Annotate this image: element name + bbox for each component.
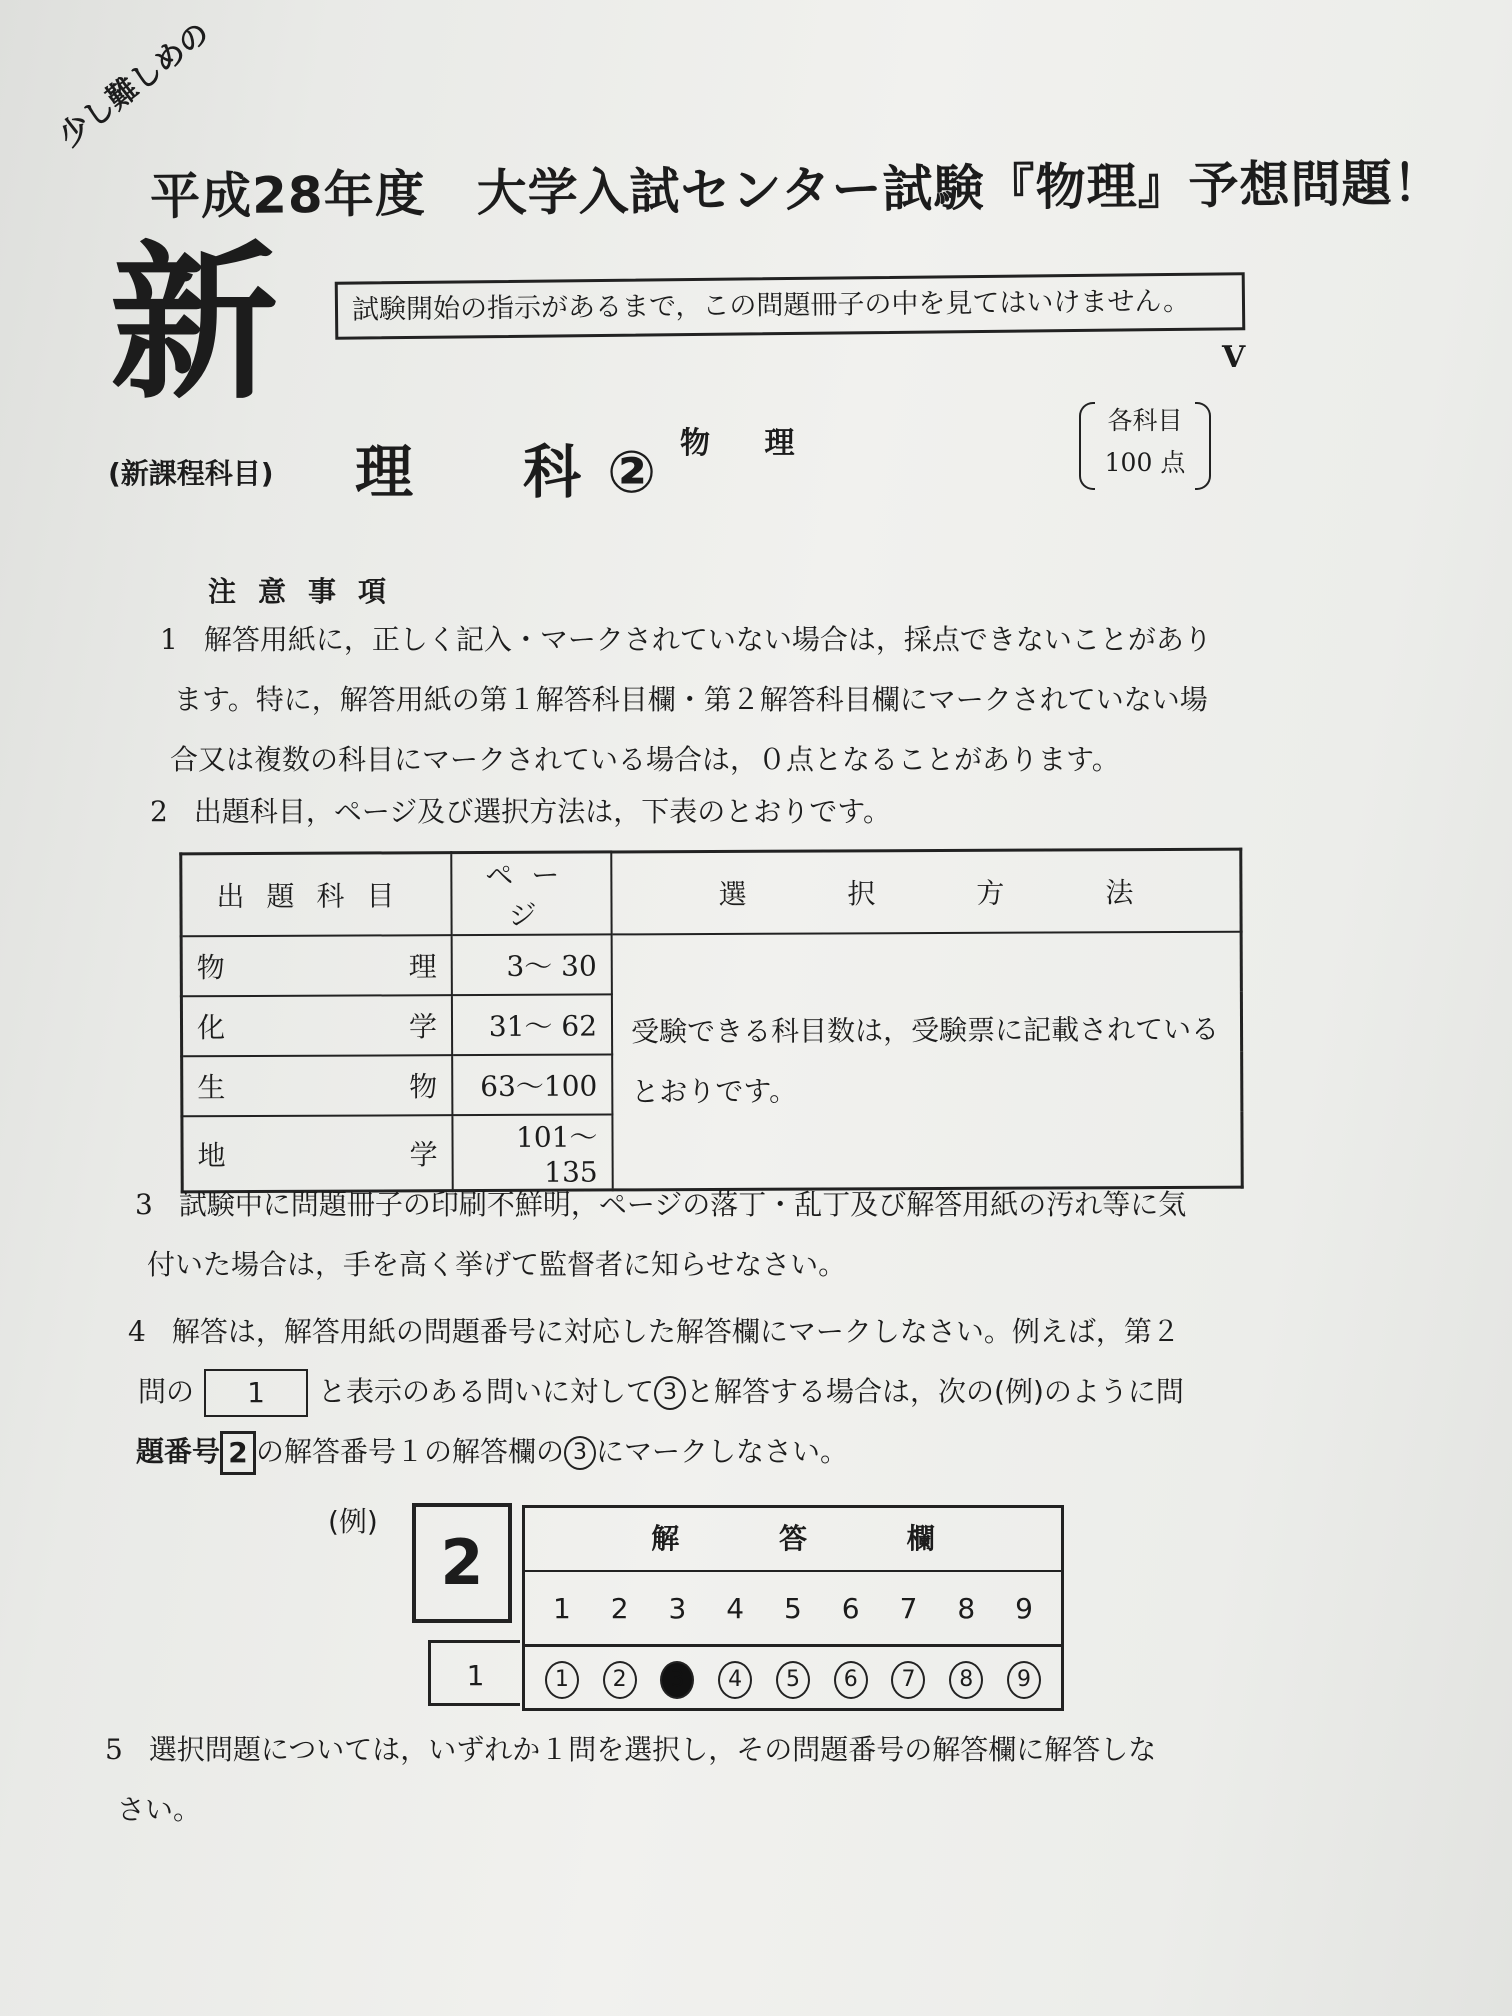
subject-char: 生 (197, 1071, 226, 1105)
points-line-2: 100 点 (1104, 448, 1186, 477)
header-pages: ページ (451, 852, 611, 935)
question-number-box: 2 (220, 1431, 256, 1475)
answer-marks-row (525, 1647, 1061, 1713)
answer-number: 7 (899, 1591, 918, 1625)
example-label: (例) (328, 1505, 378, 1538)
answer-number: 1 (552, 1591, 571, 1625)
pages-cell: 63～100 (452, 1054, 612, 1115)
answer-number: 9 (1015, 1591, 1033, 1625)
item-text: と表示のある問いに対して (318, 1375, 655, 1408)
item-text: にマークしなさい。 (596, 1435, 849, 1468)
subject-cell (181, 995, 452, 1056)
version-mark: V (1222, 340, 1246, 375)
answer-number: 2 (610, 1591, 629, 1625)
item-text: 出題科目，ページ及び選択方法は，下表のとおりです。 (193, 795, 892, 828)
notice-item-5 (105, 1720, 1156, 1840)
item-number: 5 (105, 1733, 123, 1766)
notice-item-2 (150, 782, 891, 842)
subject-char: 地 (197, 1138, 226, 1172)
table-row (181, 932, 1241, 997)
method-cell: 受験できる科目数は，受験票に記載されているとおりです。 (612, 932, 1243, 1190)
notice-item-1 (160, 610, 1212, 790)
example-question-number: 2 (412, 1503, 512, 1623)
subject-char: 学 (409, 1137, 438, 1171)
item-text: ます。特に，解答用紙の第１解答科目欄・第２解答科目欄にマークされていない場 (174, 683, 1208, 716)
item-number: 1 (160, 623, 178, 656)
subject-char: 物 (409, 1070, 438, 1104)
answer-bubble: 4 (718, 1661, 752, 1699)
answer-number: 5 (784, 1591, 802, 1625)
subject-cell (182, 1055, 453, 1116)
answer-bubble: 9 (1007, 1661, 1041, 1699)
subject-cell (181, 935, 452, 996)
notice-item-3 (135, 1175, 1186, 1295)
subject-char: 学 (408, 1010, 438, 1044)
answer-bubble: 7 (891, 1661, 925, 1699)
exam-title: 平成28年度 大学入試センター試験『物理』予想問題！ (149, 154, 1444, 226)
answer-bubble: 6 (834, 1661, 868, 1699)
subject-char: 理 (408, 950, 437, 984)
answer-bubble: 2 (603, 1661, 637, 1699)
subject-char: 物 (196, 951, 225, 985)
answer-number: 3 (668, 1591, 687, 1625)
points-line-1: 各科目 (1107, 406, 1183, 435)
answer-row-label: 1 (428, 1640, 520, 1706)
answer-number: 6 (841, 1591, 860, 1625)
circled-number: 3 (564, 1436, 596, 1470)
new-curriculum-mark: 新 (110, 226, 278, 422)
item-number: 3 (135, 1188, 153, 1221)
header-subject: 出題科目 (181, 853, 452, 937)
points-note (1085, 400, 1205, 490)
item-number: 2 (150, 795, 168, 828)
item-text: 試験中に問題冊子の印刷不鮮明，ページの落丁・乱丁及び解答用紙の汚れ等に気 (178, 1188, 1187, 1221)
answer-grid-header: 解 答 欄 (525, 1508, 1061, 1572)
item-text: 解答用紙に，正しく記入・マークされていない場合は，採点できないことがあり (203, 623, 1212, 656)
item-text: 題番号 (136, 1435, 221, 1468)
warning-box: 試験開始の指示があるまで，この問題冊子の中を見てはいけません。 (335, 272, 1246, 340)
subjects-table (179, 848, 1243, 1194)
answer-grid (522, 1505, 1064, 1711)
item-text: 解答は，解答用紙の問題番号に対応した解答欄にマークしなさい。例えば，第２ (171, 1315, 1180, 1348)
answer-number: 8 (957, 1591, 976, 1625)
notices-heading: 注意事項 (208, 575, 409, 608)
answer-numbers-row (525, 1572, 1061, 1647)
new-curriculum-label: (新課程科目) (108, 457, 274, 490)
item-text: 合又は複数の科目にマークされている場合は，０点となることがあります。 (170, 743, 1120, 776)
answer-bubble-filled: 3 (660, 1661, 694, 1699)
table-header-row (181, 849, 1241, 936)
tagline: 少し難しめの (52, 15, 217, 154)
subject-char: 化 (196, 1011, 226, 1045)
sub-subject: 物 理 (680, 426, 817, 461)
item-text: 付いた場合は，手を高く挙げて監督者に知らせなさい。 (147, 1248, 847, 1281)
item-number: 4 (128, 1315, 146, 1348)
answer-bubble: 5 (776, 1661, 810, 1699)
item-line (128, 1422, 1184, 1482)
pages-cell: 3～ 30 (452, 934, 612, 995)
item-text: と解答する場合は，次の(例)のように問 (686, 1375, 1184, 1408)
pages-cell: 31～ 62 (452, 994, 612, 1055)
item-text: の解答番号１の解答欄の (256, 1435, 565, 1468)
pages-cell: 101～135 (452, 1114, 612, 1190)
item-text: 問の (138, 1375, 195, 1408)
answer-bubble: 1 (545, 1661, 579, 1699)
item-text: さい。 (117, 1793, 202, 1826)
question-box: 1 (204, 1369, 308, 1417)
answer-bubble: 8 (949, 1661, 983, 1699)
header-method: 選 択 方 法 (611, 849, 1241, 934)
circled-number: 3 (654, 1376, 686, 1410)
notice-item-4 (128, 1302, 1184, 1482)
item-text: 選択問題については，いずれか１問を選択し，その問題番号の解答欄に解答しな (148, 1733, 1157, 1766)
answer-number: 4 (726, 1591, 745, 1625)
item-line (128, 1362, 1184, 1422)
subject-title: 理 科② (355, 438, 683, 506)
